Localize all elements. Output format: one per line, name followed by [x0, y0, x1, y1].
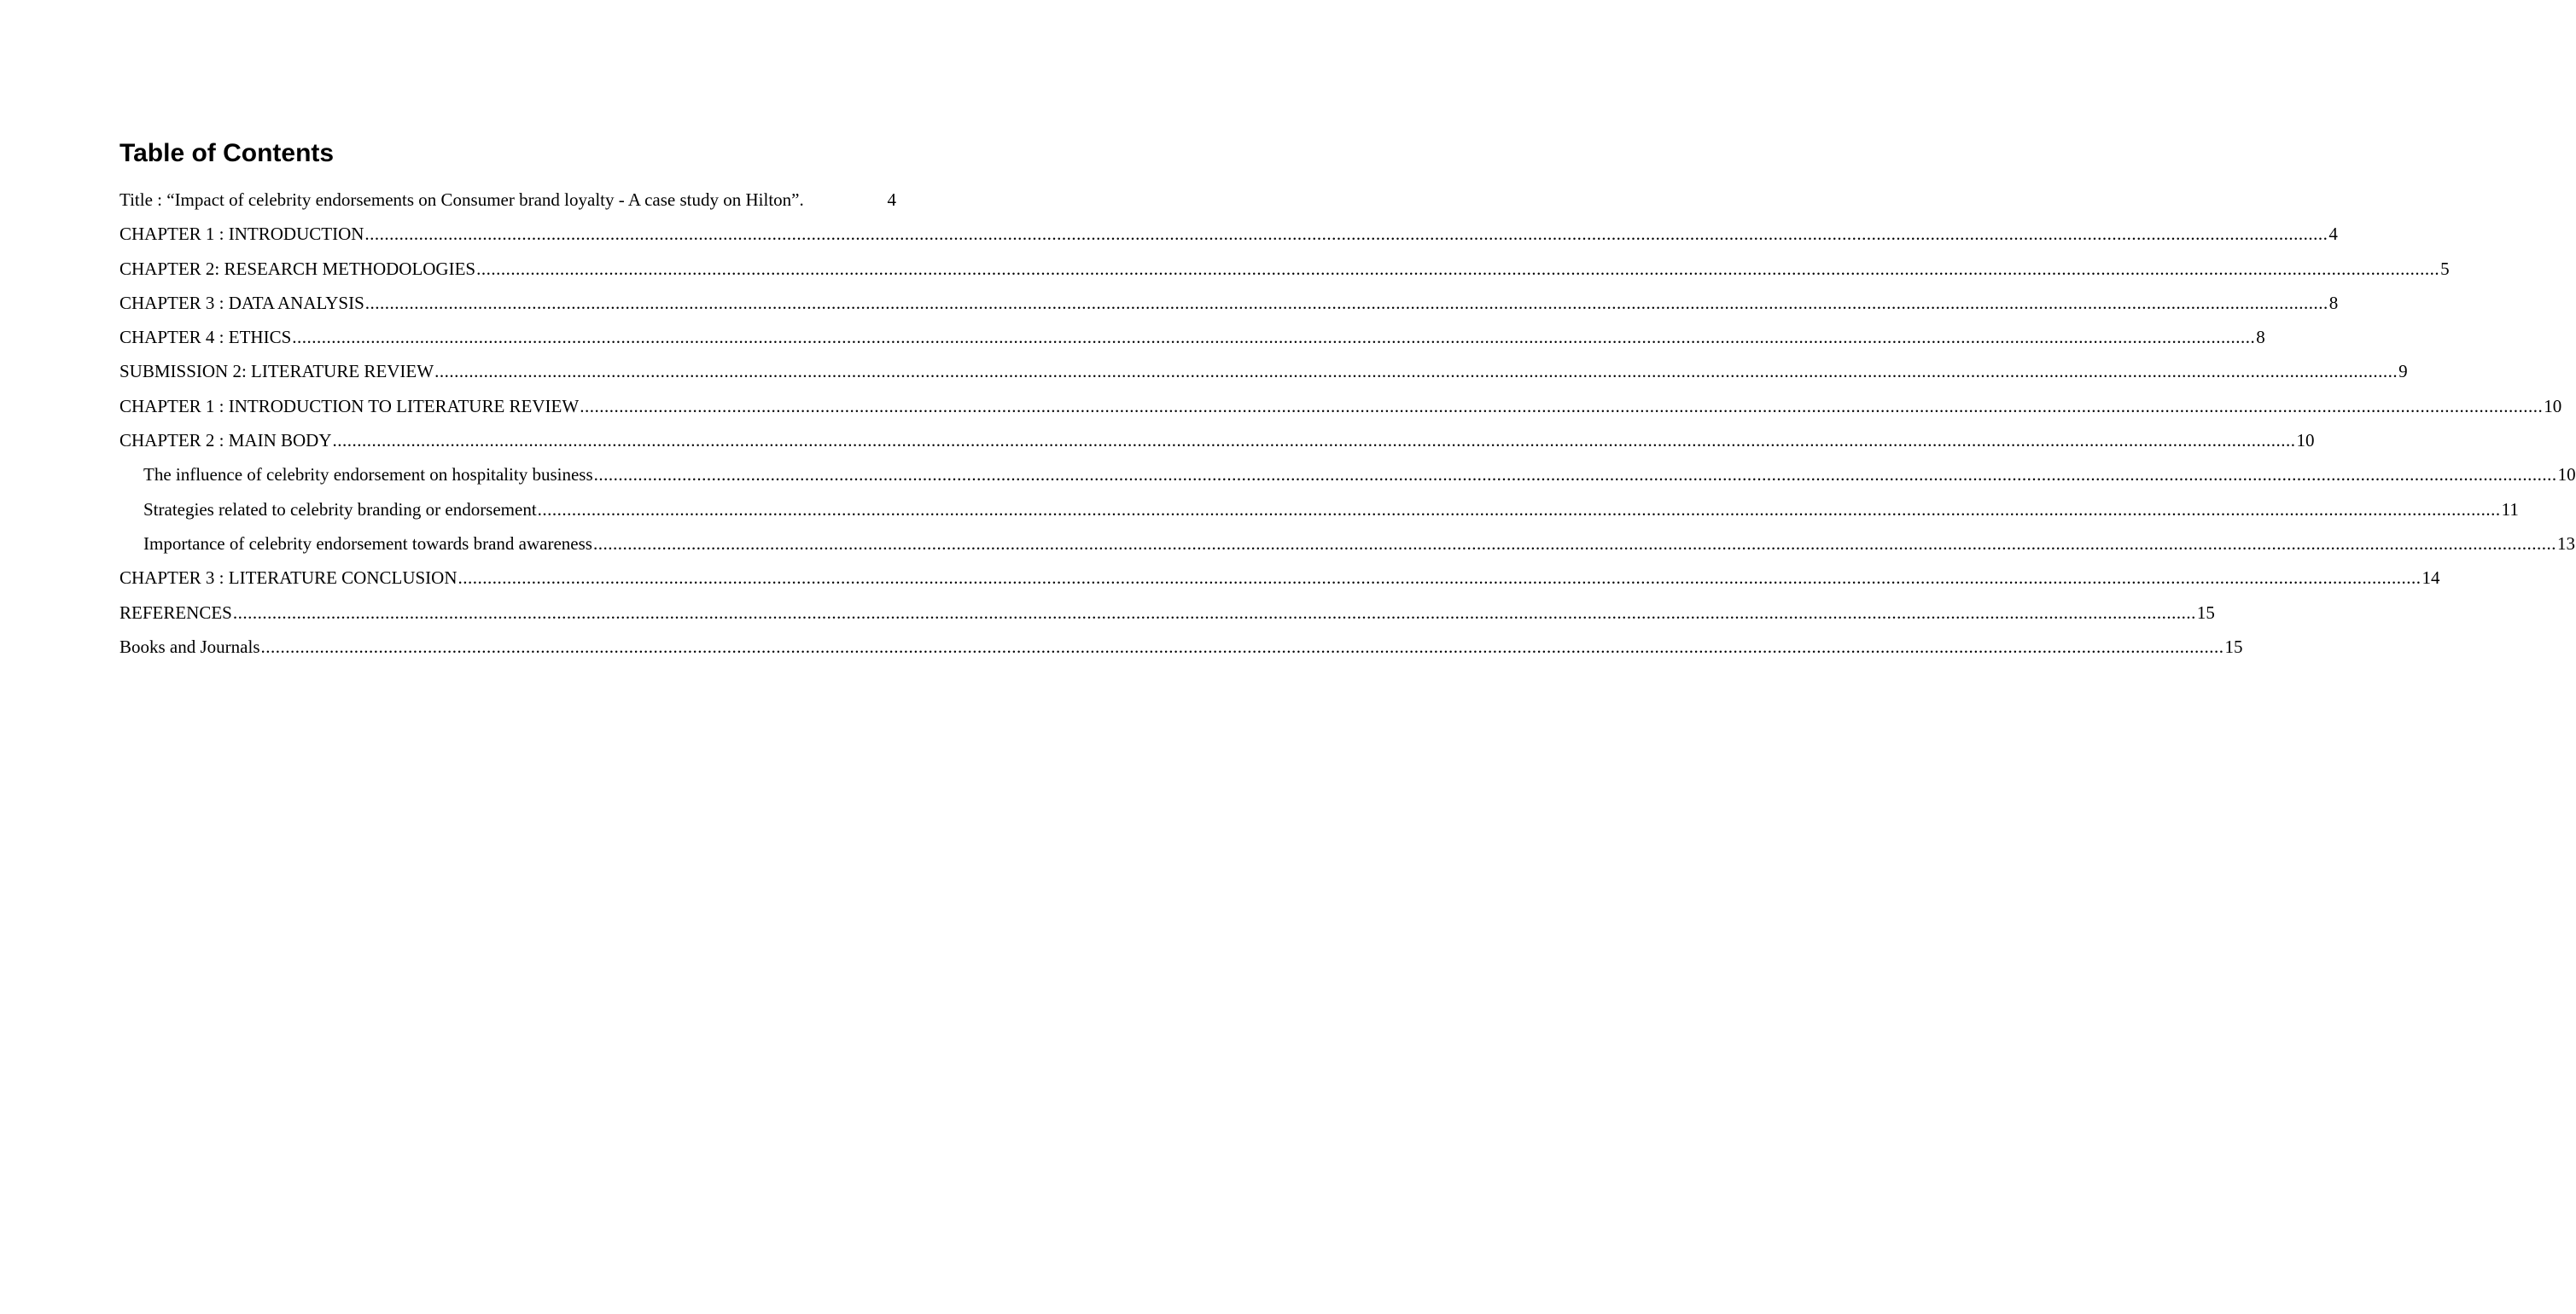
- toc-page-number: 14: [2422, 567, 2440, 589]
- toc-entry-title: Strategies related to celebrity branding or endorsement: [143, 498, 537, 520]
- toc-entry-title: Books and Journals: [119, 636, 260, 657]
- toc-page-number: 15: [2196, 602, 2215, 623]
- toc-entry-title: CHAPTER 3 : DATA ANALYSIS: [119, 292, 364, 313]
- toc-page-number: 4: [2328, 224, 2338, 245]
- toc-entry[interactable]: [119, 361, 2408, 395]
- toc-entry[interactable]: [119, 189, 896, 224]
- toc-entry-title: SUBMISSION 2: LITERATURE REVIEW: [119, 361, 434, 382]
- toc-entry[interactable]: [119, 395, 2562, 430]
- toc-entry[interactable]: [119, 224, 2338, 258]
- toc-dot-leader: ................................................................................................................................................................................................................................................................................................................................................................................................................: [476, 258, 2440, 279]
- toc-entry-title: The influence of celebrity endorsement on hospitality business: [143, 464, 593, 485]
- toc-entry[interactable]: [119, 292, 2339, 327]
- toc-entry[interactable]: [119, 430, 2315, 464]
- toc-page-number: 13: [2556, 532, 2575, 554]
- toc-dot-leader: ................................................................................................................................................................................................................................................................................................................................................................................................................: [537, 498, 2501, 520]
- toc-entry[interactable]: [119, 258, 2450, 293]
- toc-entry-title: REFERENCES: [119, 602, 232, 623]
- toc-list: [119, 189, 2576, 671]
- toc-page-number: 5: [2440, 258, 2450, 279]
- toc-entry-title: CHAPTER 1 : INTRODUCTION TO LITERATURE REVIEW: [119, 395, 580, 416]
- toc-entry-title: CHAPTER 2 : MAIN BODY: [119, 430, 332, 451]
- toc-dot-leader: ................................................................................................................................................................................................................................................................................................................................................................................................................: [232, 602, 2196, 623]
- toc-page-number: 4: [887, 189, 896, 210]
- toc-entry-title: CHAPTER 3 : LITERATURE CONCLUSION: [119, 567, 458, 589]
- toc-page-number: 10: [2544, 395, 2562, 416]
- toc-page-number: 11: [2501, 498, 2519, 520]
- toc-entry-title: Title : “Impact of celebrity endorsements on Consumer brand loyalty - A case study on Hilton”.: [119, 189, 804, 210]
- toc-entry-title: CHAPTER 4 : ETHICS: [119, 327, 292, 348]
- toc-entry-title: CHAPTER 2: RESEARCH METHODOLOGIES: [119, 258, 476, 279]
- toc-entry[interactable]: [119, 464, 2576, 498]
- toc-page-number: 9: [2398, 361, 2408, 382]
- toc-entry[interactable]: [119, 327, 2265, 361]
- toc-entry[interactable]: [119, 636, 2243, 671]
- toc-dot-leader: ................................................................................................................................................................................................................................................................................................................................................................................................................: [364, 292, 2328, 313]
- toc-entry[interactable]: [119, 602, 2215, 637]
- toc-entry[interactable]: [119, 498, 2519, 533]
- toc-page-number: 8: [2256, 327, 2265, 348]
- toc-dot-leader: ................................................................................................................................................................................................................................................................................................................................................................................................................: [260, 636, 2224, 657]
- toc-page-number: 10: [2557, 464, 2576, 485]
- toc-entry-title: CHAPTER 1 : INTRODUCTION: [119, 224, 364, 245]
- toc-page-number: 10: [2296, 430, 2315, 451]
- toc-dot-leader: ................................................................................................................................................................................................................................................................................................................................................................................................................: [592, 532, 2556, 554]
- toc-dot-leader: ................................................................................................................................................................................................................................................................................................................................................................................................................: [364, 224, 2328, 245]
- toc-dot-leader: ................................................................................................................................................................................................................................................................................................................................................................................................................: [434, 361, 2398, 382]
- toc-heading: Table of Contents: [119, 139, 335, 167]
- toc-dot-leader: ................................................................................................................................................................................................................................................................................................................................................................................................................: [332, 430, 2296, 451]
- toc-dot-leader: ................................................................................................................................................................................................................................................................................................................................................................................................................: [292, 327, 2256, 348]
- toc-page-number: 15: [2224, 636, 2243, 657]
- toc-entry-title: Importance of celebrity endorsement towards brand awareness: [143, 532, 592, 554]
- toc-dot-leader: ................................................................................................................................................................................................................................................................................................................................................................................................................: [580, 395, 2544, 416]
- toc-dot-leader: ................................................................................................................................................................................................................................................................................................................................................................................................................: [458, 567, 2422, 589]
- toc-entry[interactable]: [119, 532, 2575, 567]
- toc-entry[interactable]: [119, 567, 2440, 602]
- toc-page-number: 8: [2328, 292, 2339, 313]
- toc-dot-leader: ................................................................................................................................................................................................................................................................................................................................................................................................................: [593, 464, 2557, 485]
